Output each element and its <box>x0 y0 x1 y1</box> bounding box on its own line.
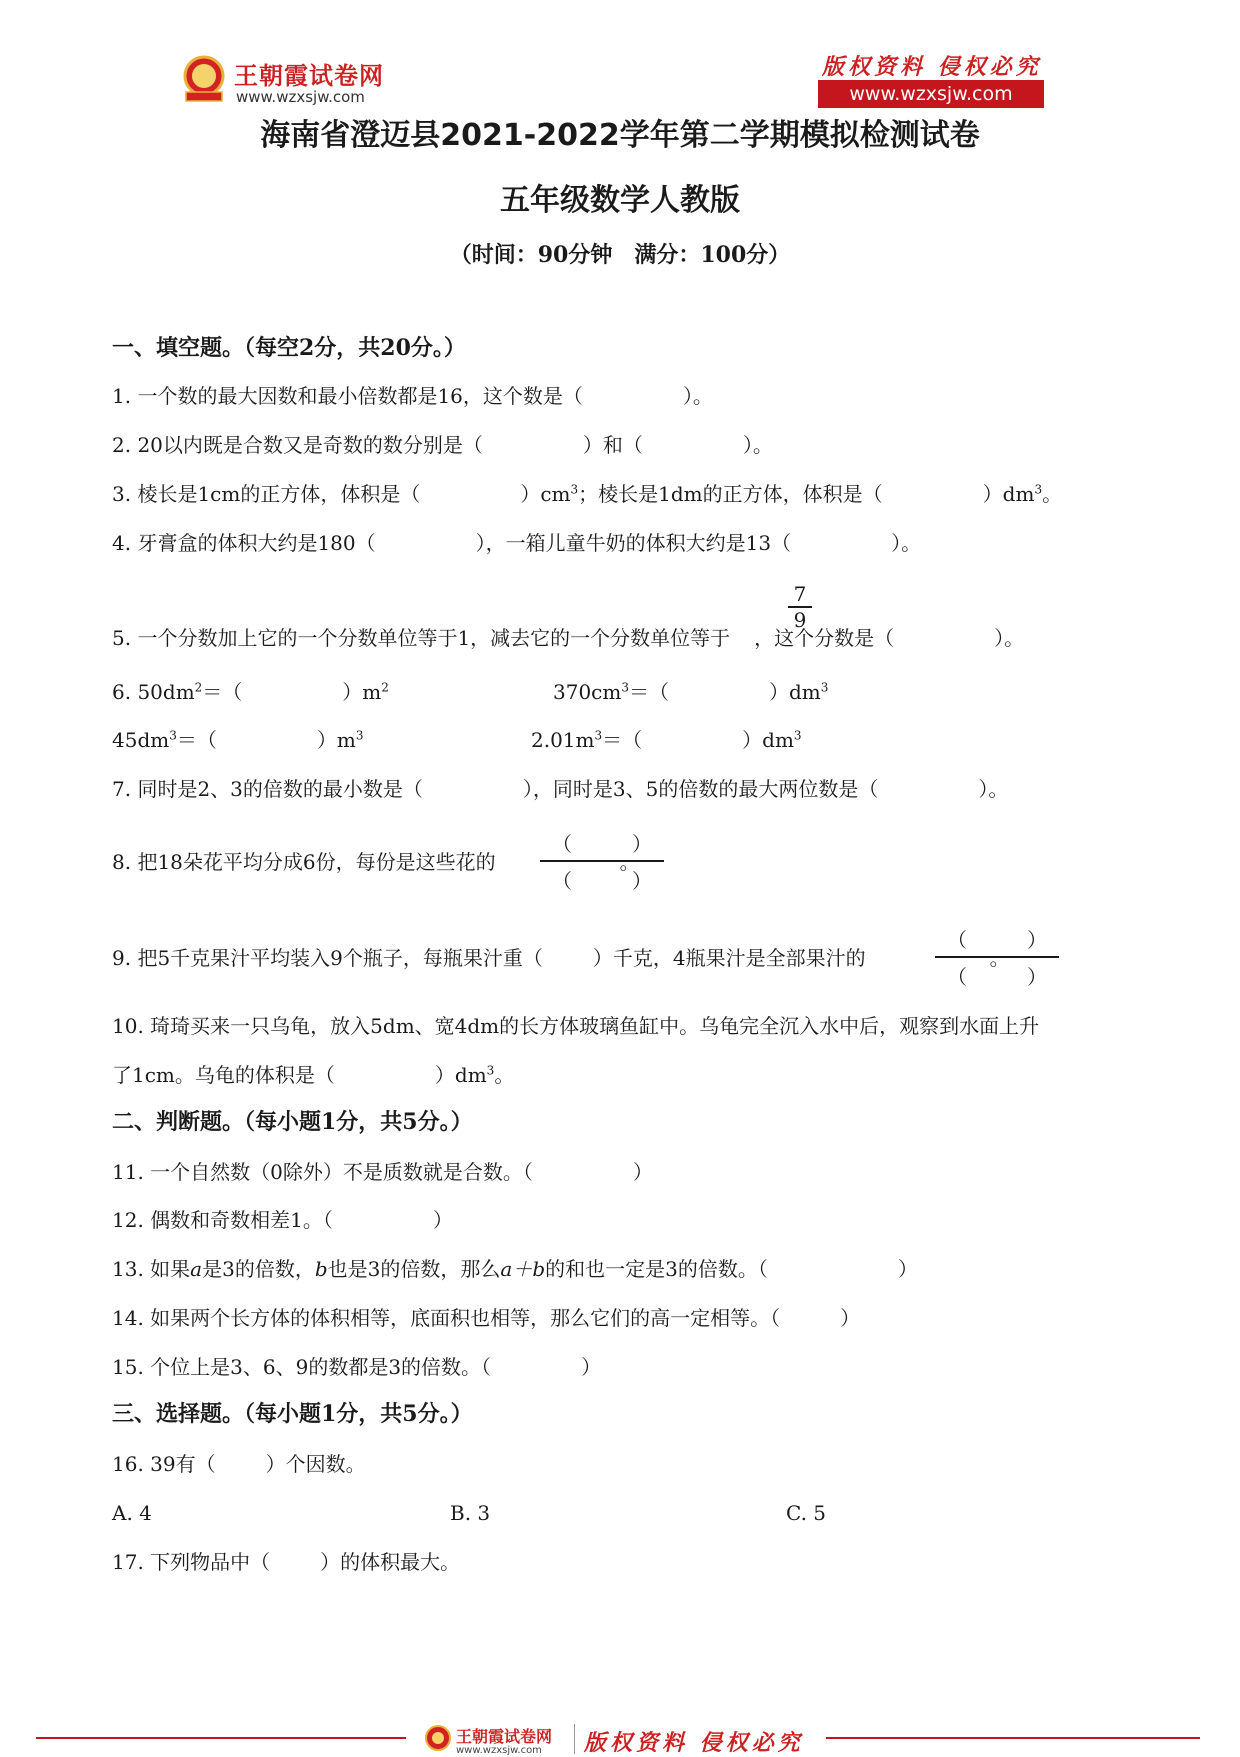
question-6-row-1b: $370cm^3=$（ ）$dm^3$ <box>553 680 829 704</box>
question-2: 2. 20以内既是合数又是奇数的数分别是（ ）和（ ）。 <box>112 433 773 457</box>
question-1: 1. 一个数的最大因数和最小倍数都是16，这个数是（ ）。 <box>112 384 713 408</box>
question-13: 13. 如果a是3的倍数，b也是3的倍数，那么a＋b的和也一定是3的倍数。（ ） <box>112 1257 918 1281</box>
question-16-option-b: B. 3 <box>450 1501 491 1525</box>
footer-logo-url: www.wzxsjw.com <box>456 1745 542 1756</box>
question-8: 8. 把18朵花平均分成6份，每份是这些花的 。 <box>112 850 640 874</box>
question-4: 4. 牙膏盒的体积大约是180（ ），一箱儿童牛奶的体积大约是13（ ）。 <box>112 531 922 555</box>
question-15: 15. 个位上是3、6、9的数都是3的倍数。（ ） <box>112 1355 602 1379</box>
footer-rule-left <box>36 1737 406 1739</box>
question-10-line-2: 了1cm。乌龟的体积是（ ）$dm^3$。 <box>112 1063 515 1087</box>
question-16: 16. 39有（ ）个因数。 <box>112 1452 366 1476</box>
question-9: 9. 把5千克果汁平均装入9个瓶子，每瓶果汁重（ ）千克，4瓶果汁是全部果汁的 。 <box>112 946 1010 970</box>
question-6-row-2a: $45dm^3=$（ ）$m^3$ <box>112 728 364 752</box>
question-9-blank-fraction: （ ） （ ） <box>935 924 1059 990</box>
question-6-row-1a: 6. $50dm^2=$（ ）$m^2$ <box>112 680 389 704</box>
footer-logo-icon <box>424 1724 452 1752</box>
footer-logo-text: 王朝霞试卷网 <box>456 1727 553 1746</box>
header-logo-url: www.wzxsjw.com <box>236 88 365 106</box>
header-copyright-url: www.wzxsjw.com <box>818 80 1044 108</box>
question-17: 17. 下列物品中（ ）的体积最大。 <box>112 1550 461 1574</box>
question-8-blank-fraction: （ ） （ ） <box>540 828 664 894</box>
footer-copyright-text: 版权资料 侵权必究 <box>584 1730 804 1756</box>
header-logo-text: 王朝霞试卷网 <box>234 62 384 90</box>
logo-emblem-icon <box>182 54 226 104</box>
question-10-line-1: 10. 琦琦买来一只乌龟，放入5dm、宽4dm的长方体玻璃鱼缸中。乌龟完全沉入水中后，观察到水面上升 <box>112 1014 1040 1038</box>
question-12: 12. 偶数和奇数相差1。（ ） <box>112 1208 453 1232</box>
question-7: 7. 同时是2、3的倍数的最小数是（ ），同时是3、5的倍数的最大两位数是（ ）。 <box>112 777 1009 801</box>
header-copyright-text: 版权资料 侵权必究 <box>822 54 1042 80</box>
question-11: 11. 一个自然数（0除外）不是质数就是合数。（ ） <box>112 1160 653 1184</box>
question-16-option-c: C. 5 <box>786 1501 827 1525</box>
question-3: 3. 棱长是1cm的正方体，体积是（ ）$cm^3$；棱长是1dm的正方体，体积是（ ）$dm^3$。 <box>112 482 1063 506</box>
question-5: 5. 一个分数加上它的一个分数单位等于1，减去它的一个分数单位等于 ，这个分数是（ ）。 <box>112 626 1025 650</box>
time-info: （时间：90分钟 满分：100分） <box>449 242 791 268</box>
section-2-heading: 二、判断题。（每小题1分，共5分。） <box>112 1109 473 1135</box>
page-title: 海南省澄迈县2021-2022学年第二学期模拟检测试卷 <box>260 118 980 153</box>
fraction-seven-ninths: 7 9 <box>788 582 812 632</box>
question-16-option-a: A. 4 <box>112 1501 152 1525</box>
footer-rule-right <box>826 1737 1200 1739</box>
section-3-heading: 三、选择题。（每小题1分，共5分。） <box>112 1401 473 1427</box>
question-14: 14. 如果两个长方体的体积相等，底面积也相等，那么它们的高一定相等。（ ） <box>112 1306 861 1330</box>
section-1-heading: 一、填空题。（每空2分，共20分。） <box>112 335 466 361</box>
page-subtitle: 五年级数学人教版 <box>500 183 740 218</box>
footer-separator <box>574 1724 575 1754</box>
question-6-row-2b: $2.01m^3=$（ ）$dm^3$ <box>531 728 802 752</box>
